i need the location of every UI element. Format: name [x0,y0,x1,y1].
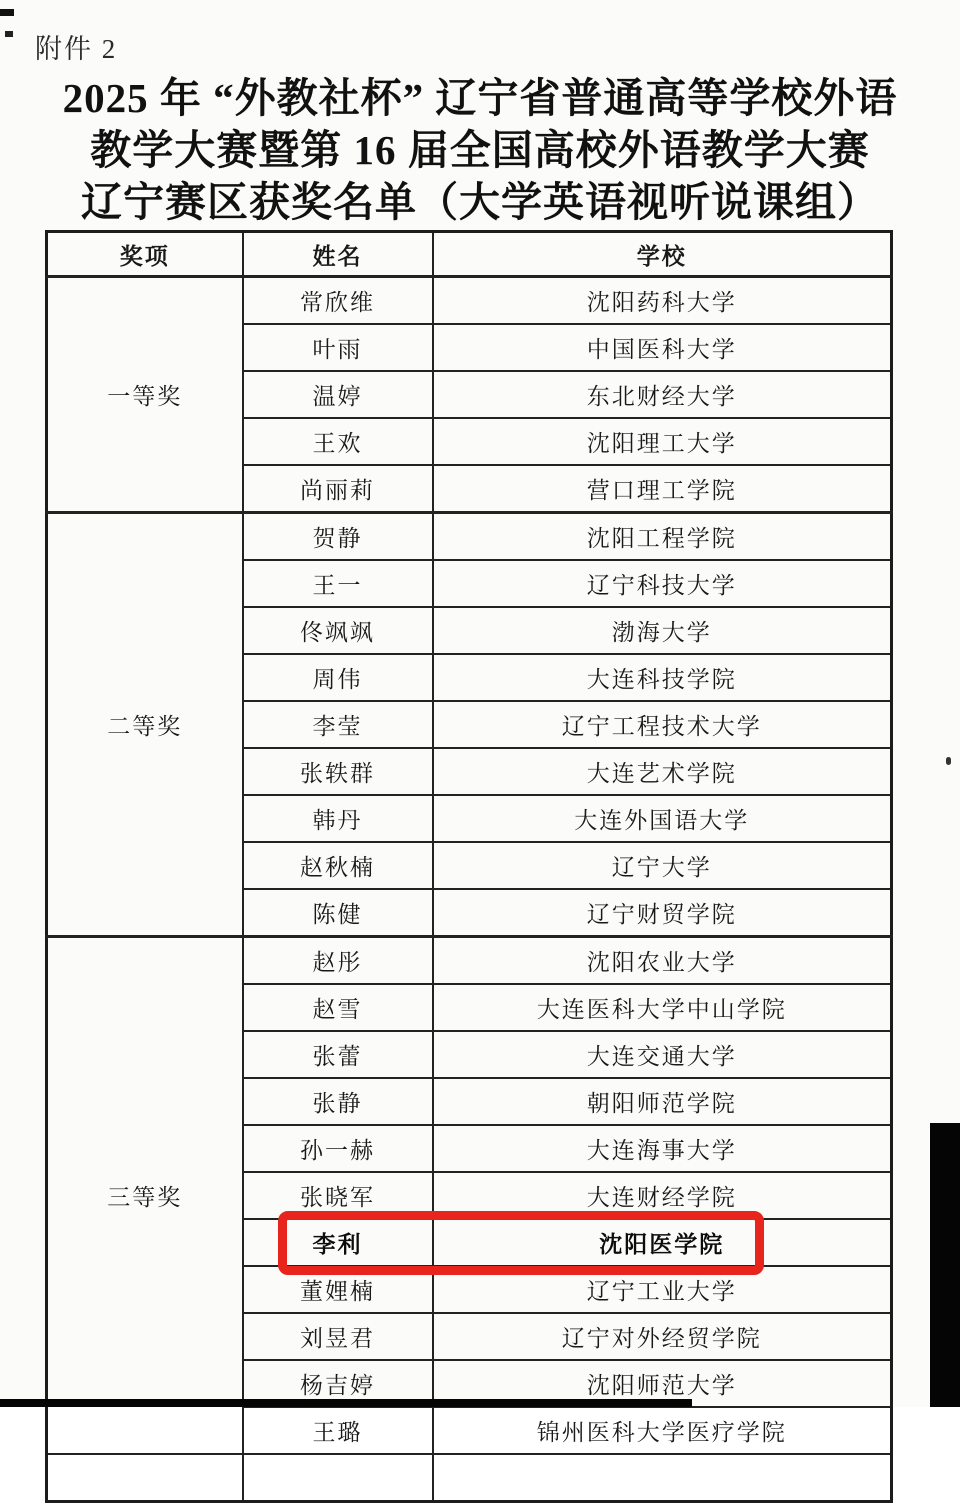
school-cell: 沈阳理工大学 [433,418,892,465]
table-row [47,277,892,325]
school-cell: 朝阳师范学院 [433,1078,892,1125]
name-cell: 王一 [243,560,433,607]
name-cell: 韩丹 [243,795,433,842]
name-cell: 尚丽莉 [243,465,433,513]
school-cell: 沈阳师范大学 [433,1360,892,1407]
name-cell: 王璐 [243,1407,433,1454]
name-cell: 常欣维 [243,277,433,325]
school-cell: 辽宁财贸学院 [433,889,892,937]
school-cell: 东北财经大学 [433,371,892,418]
school-cell: 辽宁工业大学 [433,1266,892,1313]
school-cell: 辽宁科技大学 [433,560,892,607]
table-row [47,937,892,985]
school-cell: 营口理工学院 [433,465,892,513]
awards-table-body [47,277,892,1502]
name-cell: 杨吉婷 [243,1360,433,1407]
name-cell: 孙一赫 [243,1125,433,1172]
awards-table [45,230,893,1503]
school-cell: 沈阳医学院 [433,1219,892,1266]
school-cell: 沈阳农业大学 [433,937,892,985]
name-cell: 张静 [243,1078,433,1125]
empty-cell [243,1454,433,1502]
school-cell: 辽宁工程技术大学 [433,701,892,748]
name-cell: 陈健 [243,889,433,937]
col-header-name: 姓名 [243,232,433,277]
school-cell: 辽宁大学 [433,842,892,889]
empty-cell [433,1454,892,1502]
scan-mark [946,757,951,765]
name-cell: 王欢 [243,418,433,465]
school-cell: 大连医科大学中山学院 [433,984,892,1031]
school-cell: 大连科技学院 [433,654,892,701]
table-header-row [47,232,892,277]
col-header-award: 奖项 [47,232,243,277]
scan-mark [5,31,13,37]
title-line-3: 辽宁赛区获奖名单（大学英语视听说课组） [81,179,879,225]
document-title [0,72,960,228]
name-cell: 赵雪 [243,984,433,1031]
school-cell: 辽宁对外经贸学院 [433,1313,892,1360]
school-cell: 锦州医科大学医疗学院 [433,1407,892,1454]
name-cell: 李利 [243,1219,433,1266]
award-cell: 三等奖 [47,937,243,1455]
school-cell: 大连外国语大学 [433,795,892,842]
school-cell: 沈阳药科大学 [433,277,892,325]
school-cell: 大连财经学院 [433,1172,892,1219]
scan-mark [0,9,14,16]
award-cell: 二等奖 [47,513,243,937]
title-line-1: 2025 年 “外教社杯” 辽宁省普通高等学校外语 [62,75,898,121]
name-cell: 叶雨 [243,324,433,371]
empty-cell [47,1454,243,1502]
name-cell: 刘昱君 [243,1313,433,1360]
name-cell: 张晓军 [243,1172,433,1219]
school-cell: 中国医科大学 [433,324,892,371]
name-cell: 周伟 [243,654,433,701]
name-cell: 赵秋楠 [243,842,433,889]
school-cell: 渤海大学 [433,607,892,654]
name-cell: 张轶群 [243,748,433,795]
table-row [47,513,892,561]
scan-artifact-bottom [0,1399,692,1407]
name-cell: 董娌楠 [243,1266,433,1313]
school-cell: 大连艺术学院 [433,748,892,795]
school-cell: 大连交通大学 [433,1031,892,1078]
school-cell: 沈阳工程学院 [433,513,892,561]
scan-artifact-right [930,1123,960,1407]
name-cell: 李莹 [243,701,433,748]
school-cell: 大连海事大学 [433,1125,892,1172]
table-row-partial [47,1454,892,1502]
title-line-2: 教学大赛暨第 16 届全国高校外语教学大赛 [90,127,870,173]
col-header-school: 学校 [433,232,892,277]
name-cell: 贺静 [243,513,433,561]
attachment-label: 附件 2 [35,34,118,64]
name-cell: 佟飒飒 [243,607,433,654]
name-cell: 赵彤 [243,937,433,985]
award-cell: 一等奖 [47,277,243,513]
name-cell: 张蕾 [243,1031,433,1078]
name-cell: 温婷 [243,371,433,418]
